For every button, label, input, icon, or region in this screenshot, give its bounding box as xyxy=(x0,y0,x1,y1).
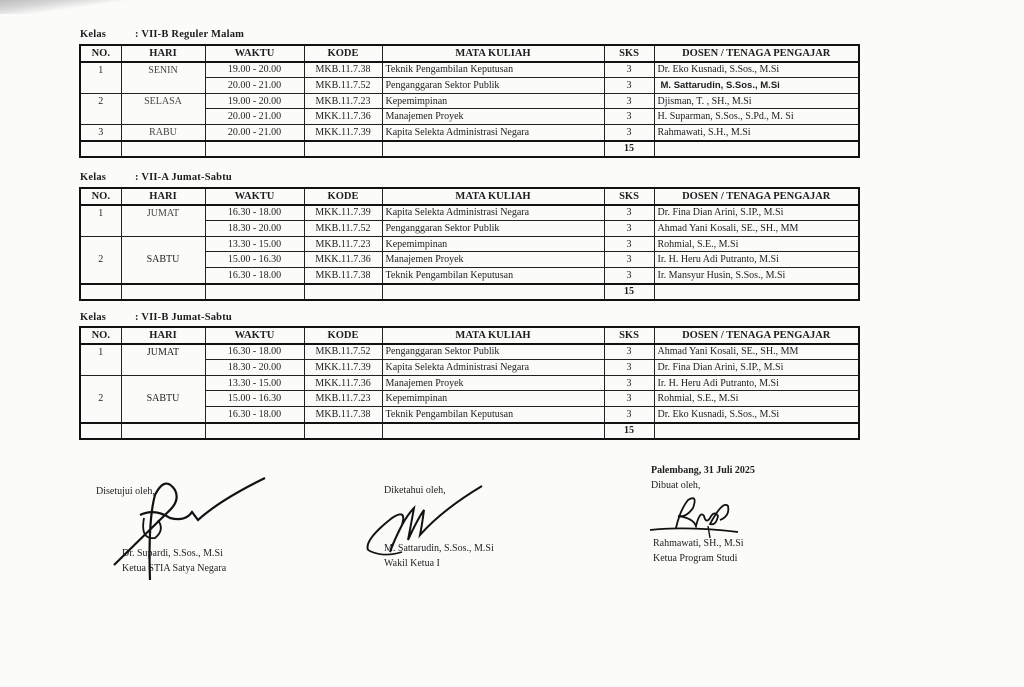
cell-hari: SABTU xyxy=(121,236,205,283)
cell-kode: MKB.11.7.52 xyxy=(304,78,382,94)
cell-waktu: 16.30 - 18.00 xyxy=(205,205,304,221)
table-row xyxy=(80,78,859,94)
cell-sks: 3 xyxy=(604,124,654,140)
cell-hari: SELASA xyxy=(121,93,205,109)
prepared-caption: Dibuat oleh, xyxy=(651,480,701,491)
preparer-name: Rahmawati, SH., M.Si xyxy=(653,538,744,549)
cell-no: 1 xyxy=(80,205,121,221)
header-no: NO. xyxy=(80,188,121,205)
cell-no: 1 xyxy=(80,62,121,78)
cell-waktu: 20.00 - 21.00 xyxy=(205,109,304,125)
header-sks: SKS xyxy=(604,327,654,344)
table-header-row xyxy=(80,45,859,62)
cell-dosen: Djisman, T. , SH., M.Si xyxy=(654,93,859,109)
cell-waktu: 16.30 - 18.00 xyxy=(205,406,304,422)
cell-mata-kuliah: Kapita Selekta Administrasi Negara xyxy=(382,205,604,221)
cell-no: 3 xyxy=(80,124,121,140)
cell-hari: SABTU xyxy=(121,375,205,422)
cell-mata-kuliah: Kapita Selekta Administrasi Negara xyxy=(382,124,604,140)
header-mata-kuliah: MATA KULIAH xyxy=(382,188,604,205)
cell-sks: 3 xyxy=(604,109,654,125)
cell-waktu: 13.30 - 15.00 xyxy=(205,375,304,391)
kelas-value: : VII-B Reguler Malam xyxy=(135,29,245,40)
cell-kode: MKB.11.7.52 xyxy=(304,221,382,237)
cell-dosen: Rohmial, S.E., M.Si xyxy=(654,236,859,252)
header-sks: SKS xyxy=(604,188,654,205)
cell-waktu: 19.00 - 20.00 xyxy=(205,62,304,78)
signature-block-prepared-name xyxy=(653,536,744,566)
total-sks: 15 xyxy=(604,141,654,158)
schedule-table-vii-a-jumat-sabtu xyxy=(79,187,860,301)
cell-hari xyxy=(121,109,205,125)
paper-fold-shadow xyxy=(0,0,125,14)
table-row xyxy=(80,375,859,391)
acknowledger-name: M. Sattarudin, S.Sos., M.Si xyxy=(384,543,494,554)
table-row xyxy=(80,344,859,360)
cell-waktu: 16.30 - 18.00 xyxy=(205,267,304,283)
cell-waktu: 16.30 - 18.00 xyxy=(205,344,304,360)
total-row xyxy=(80,284,859,301)
cell-dosen: Ahmad Yani Kosali, SE., SH., MM xyxy=(654,344,859,360)
approved-caption: Disetujui oleh, xyxy=(96,486,155,497)
cell-kode: MKK.11.7.39 xyxy=(304,205,382,221)
cell-kode: MKB.11.7.23 xyxy=(304,391,382,407)
cell-dosen: Ir. H. Heru Adi Putranto, M.Si xyxy=(654,375,859,391)
kelas-label: Kelas xyxy=(80,312,107,323)
table-row xyxy=(80,360,859,376)
preparer-position: Ketua Program Studi xyxy=(653,553,738,564)
kelas-title-3 xyxy=(80,312,232,323)
table-header-row xyxy=(80,188,859,205)
acknowledger-position: Wakil Ketua I xyxy=(384,558,440,569)
header-sks: SKS xyxy=(604,45,654,62)
cell-mata-kuliah: Kepemimpinan xyxy=(382,93,604,109)
cell-mata-kuliah: Teknik Pengambilan Keputusan xyxy=(382,62,604,78)
table-row xyxy=(80,124,859,140)
cell-waktu: 18.30 - 20.00 xyxy=(205,360,304,376)
cell-sks: 3 xyxy=(604,78,654,94)
cell-dosen: Rahmawati, S.H., M.Si xyxy=(654,124,859,140)
header-kode: KODE xyxy=(304,45,382,62)
header-no: NO. xyxy=(80,45,121,62)
schedule-table-vii-b-jumat-sabtu xyxy=(79,326,860,440)
cell-waktu: 18.30 - 20.00 xyxy=(205,221,304,237)
kelas-label: Kelas xyxy=(80,172,107,183)
cell-kode: MKK.11.7.36 xyxy=(304,252,382,268)
cell-no: 2 xyxy=(80,375,121,422)
cell-waktu: 20.00 - 21.00 xyxy=(205,124,304,140)
cell-kode: MKK.11.7.39 xyxy=(304,124,382,140)
cell-sks: 3 xyxy=(604,360,654,376)
cell-mata-kuliah: Manajemen Proyek xyxy=(382,252,604,268)
cell-hari xyxy=(121,78,205,94)
kelas-title-1 xyxy=(80,29,244,40)
table-row xyxy=(80,236,859,252)
cell-mata-kuliah: Kapita Selekta Administrasi Negara xyxy=(382,360,604,376)
signature-block-acknowledged xyxy=(384,483,446,498)
cell-mata-kuliah: Kepemimpinan xyxy=(382,236,604,252)
signature-block-acknowledged-name xyxy=(384,541,494,571)
table-row xyxy=(80,205,859,221)
cell-no: 1 xyxy=(80,344,121,360)
cell-no xyxy=(80,109,121,125)
place-date: Palembang, 31 Juli 2025 xyxy=(651,465,755,476)
cell-sks: 3 xyxy=(604,236,654,252)
cell-dosen: Ir. H. Heru Adi Putranto, M.Si xyxy=(654,252,859,268)
cell-mata-kuliah: Penganggaran Sektor Publik xyxy=(382,78,604,94)
cell-waktu: 20.00 - 21.00 xyxy=(205,78,304,94)
cell-hari: JUMAT xyxy=(121,205,205,221)
cell-mata-kuliah: Teknik Pengambilan Keputusan xyxy=(382,267,604,283)
total-row xyxy=(80,423,859,440)
cell-dosen: Dr. Fina Dian Arini, S.IP., M.Si xyxy=(654,360,859,376)
header-waktu: WAKTU xyxy=(205,45,304,62)
header-kode: KODE xyxy=(304,188,382,205)
kelas-label: Kelas xyxy=(80,29,107,40)
cell-kode: MKB.11.7.23 xyxy=(304,236,382,252)
cell-dosen: Ahmad Yani Kosali, SE., SH., MM xyxy=(654,221,859,237)
cell-mata-kuliah: Manajemen Proyek xyxy=(382,109,604,125)
acknowledged-caption: Diketahui oleh, xyxy=(384,485,446,496)
cell-dosen: H. Suparman, S.Sos., S.Pd., M. Si xyxy=(654,109,859,125)
cell-no xyxy=(80,360,121,376)
cell-waktu: 13.30 - 15.00 xyxy=(205,236,304,252)
kelas-title-2 xyxy=(80,172,232,183)
header-dosen: DOSEN / TENAGA PENGAJAR xyxy=(654,45,859,62)
cell-mata-kuliah: Teknik Pengambilan Keputusan xyxy=(382,406,604,422)
cell-kode: MKK.11.7.39 xyxy=(304,360,382,376)
cell-dosen: M. Sattarudin, S.Sos., M.Si xyxy=(654,78,859,94)
table-row xyxy=(80,109,859,125)
cell-dosen: Dr. Fina Dian Arini, S.IP., M.Si xyxy=(654,205,859,221)
cell-no xyxy=(80,221,121,237)
cell-mata-kuliah: Penganggaran Sektor Publik xyxy=(382,344,604,360)
cell-hari: RABU xyxy=(121,124,205,140)
header-hari: HARI xyxy=(121,188,205,205)
cell-kode: MKB.11.7.38 xyxy=(304,406,382,422)
kelas-value: : VII-B Jumat-Sabtu xyxy=(135,312,232,323)
cell-hari xyxy=(121,360,205,376)
approver-position: Ketua STIA Satya Negara xyxy=(122,563,227,574)
header-hari: HARI xyxy=(121,327,205,344)
cell-dosen: Ir. Mansyur Husin, S.Sos., M.Si xyxy=(654,267,859,283)
table-row xyxy=(80,93,859,109)
cell-sks: 3 xyxy=(604,375,654,391)
schedule-table-vii-b-reguler-malam xyxy=(79,44,860,158)
header-kode: KODE xyxy=(304,327,382,344)
cell-dosen: Dr. Eko Kusnadi, S.Sos., M.Si xyxy=(654,62,859,78)
cell-mata-kuliah: Manajemen Proyek xyxy=(382,375,604,391)
total-sks: 15 xyxy=(604,423,654,440)
approver-name: Dr. Supardi, S.Sos., M.Si xyxy=(122,548,223,559)
cell-waktu: 15.00 - 16.30 xyxy=(205,252,304,268)
cell-kode: MKB.11.7.38 xyxy=(304,62,382,78)
cell-no: 2 xyxy=(80,93,121,109)
header-waktu: WAKTU xyxy=(205,188,304,205)
cell-kode: MKK.11.7.36 xyxy=(304,109,382,125)
cell-dosen: Dr. Eko Kusnadi, S.Sos., M.Si xyxy=(654,406,859,422)
cell-kode: MKB.11.7.23 xyxy=(304,93,382,109)
table-row xyxy=(80,221,859,237)
signature-block-approved-name xyxy=(122,546,226,576)
cell-kode: MKB.11.7.38 xyxy=(304,267,382,283)
cell-sks: 3 xyxy=(604,344,654,360)
table-row xyxy=(80,62,859,78)
signature-block-approved xyxy=(96,484,155,499)
cell-hari xyxy=(121,221,205,237)
table-header-row xyxy=(80,327,859,344)
cell-kode: MKK.11.7.36 xyxy=(304,375,382,391)
cell-waktu: 19.00 - 20.00 xyxy=(205,93,304,109)
cell-hari: SENIN xyxy=(121,62,205,78)
total-sks: 15 xyxy=(604,284,654,301)
header-mata-kuliah: MATA KULIAH xyxy=(382,45,604,62)
header-waktu: WAKTU xyxy=(205,327,304,344)
cell-hari: JUMAT xyxy=(121,344,205,360)
cell-kode: MKB.11.7.52 xyxy=(304,344,382,360)
header-dosen: DOSEN / TENAGA PENGAJAR xyxy=(654,327,859,344)
kelas-value: : VII-A Jumat-Sabtu xyxy=(135,172,232,183)
header-hari: HARI xyxy=(121,45,205,62)
cell-sks: 3 xyxy=(604,391,654,407)
cell-sks: 3 xyxy=(604,252,654,268)
cell-sks: 3 xyxy=(604,406,654,422)
cell-sks: 3 xyxy=(604,62,654,78)
cell-no xyxy=(80,78,121,94)
total-row xyxy=(80,141,859,158)
cell-mata-kuliah: Penganggaran Sektor Publik xyxy=(382,221,604,237)
signature-rahmawati-icon xyxy=(648,490,748,540)
cell-sks: 3 xyxy=(604,267,654,283)
header-dosen: DOSEN / TENAGA PENGAJAR xyxy=(654,188,859,205)
cell-waktu: 15.00 - 16.30 xyxy=(205,391,304,407)
cell-sks: 3 xyxy=(604,205,654,221)
cell-sks: 3 xyxy=(604,221,654,237)
cell-no: 2 xyxy=(80,236,121,283)
cell-sks: 3 xyxy=(604,93,654,109)
header-no: NO. xyxy=(80,327,121,344)
cell-dosen: Rohmial, S.E., M.Si xyxy=(654,391,859,407)
cell-mata-kuliah: Kepemimpinan xyxy=(382,391,604,407)
header-mata-kuliah: MATA KULIAH xyxy=(382,327,604,344)
signature-block-prepared xyxy=(651,463,755,493)
